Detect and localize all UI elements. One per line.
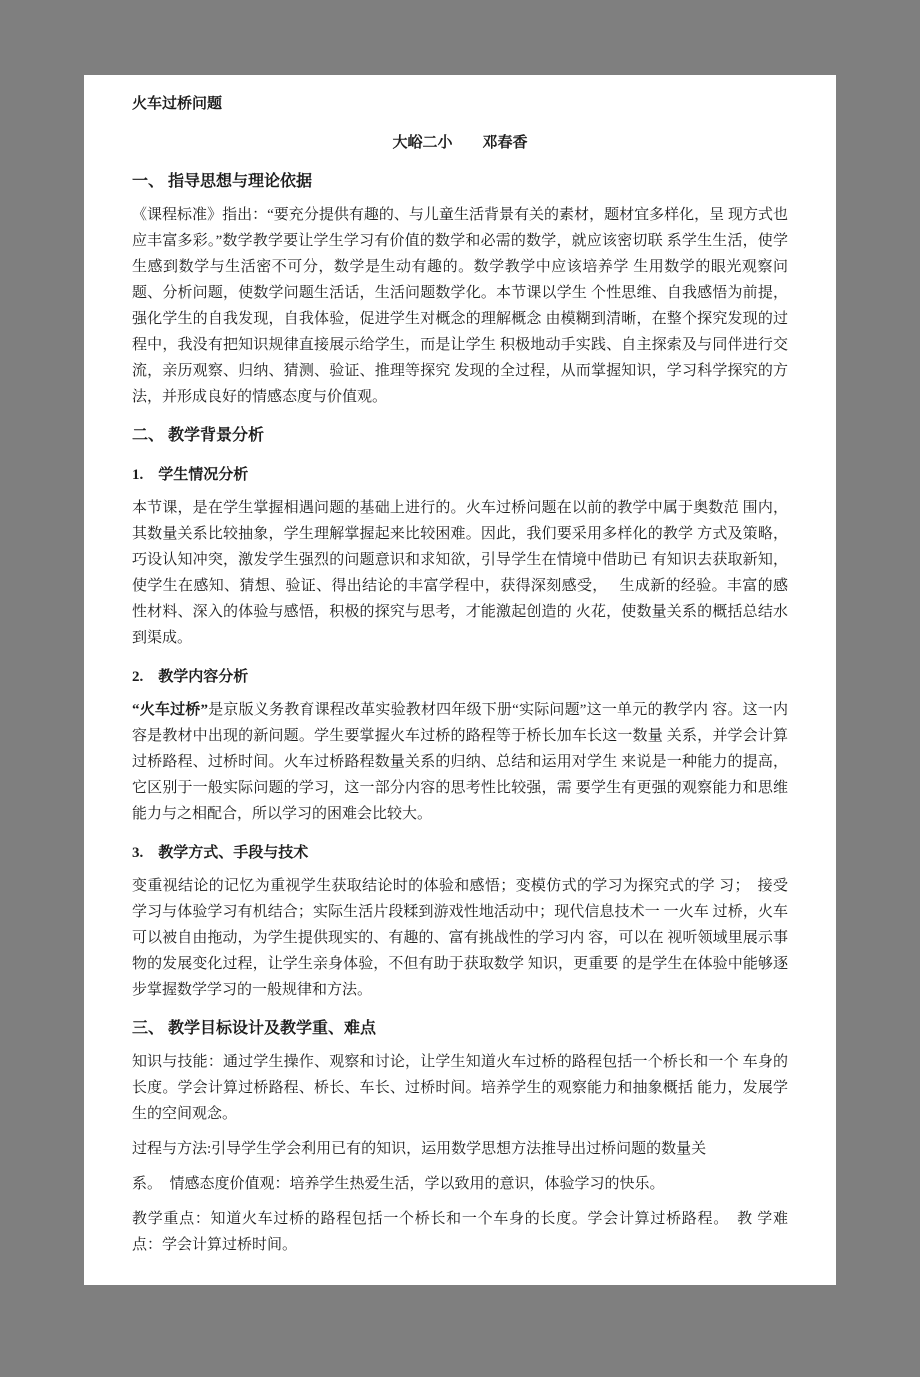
document-byline: 大峪二小 邓春香 — [392, 135, 528, 151]
section-1-heading: 一、 指导思想与理论依据 — [132, 173, 313, 190]
subsection-2-2-paragraph — [132, 697, 788, 827]
knowledge-skills-paragraph: 知识与技能：通过学生操作、观察和讨论，让学生知道火车过桥的路程包括一个桥长和一个 车身的长度。学会计算过桥路程、桥长、车长、过桥时间。培养学生的观察能力和抽象概括 能力，发展学生的空间观念。 — [132, 1054, 788, 1122]
subsection-2-2-paragraph-text: 是京版义务教育课程改革实验教材四年级下册“实际问题”这一单元的教学内 容。这一内容是教材中出现的新问题。学生要掌握火车过桥的路程等于桥长加车长这一数量 关系，并学会计算过桥路程、过桥时间。火车过桥路程数量关系的归纳、总结和运用对学生 来说是一种能力的提高，它区别于一般实际问题的学习，这一部分内容的思考性比较强，需 要学生有更强的观察能力和思维能力与之相配合，所以学习的困难会比较大。 — [132, 702, 788, 822]
section-3-heading: 三、 教学目标设计及教学重、难点 — [132, 1020, 377, 1037]
subsection-2-3-paragraph: 变重视结论的记忆为重视学生获取结论时的体验和感悟；变模仿式的学习为探究式的学 习； 接受学习与体验学习有机结合；实际生活片段糅到游戏性地活动中；现代信息技术一 一火车 过桥，火车可以被自由拖动，为学生提供现实的、有趣的、富有挑战性的学习内 容，可以在 视听领域里展示事物的发展变化过程，让学生亲身体验，不但有助于获取数学 知识，更重要 的是学生在体验中能够逐步掌握数学学习的一般规律和方法。 — [132, 878, 788, 998]
subsection-2-3-heading: 3. 教学方式、手段与技术 — [132, 845, 309, 861]
subsection-2-1-paragraph: 本节课，是在学生掌握相遇问题的基础上进行的。火车过桥问题在以前的教学中属于奥数范 围内，其数量关系比较抽象，学生理解掌握起来比较困难。因此，我们要采用多样化的教学 方式及策略，巧设认知冲突，激发学生强烈的问题意识和求知欲，引导学生在情境中借助已 有知识去获取新知，使学生在感知、猜想、验证、得出结论的丰富学程中，获得深刻感受， 生成新的经验。丰富的感性材料、深入的体验与感悟，积极的探究与思考，才能激起创造的 火花，使数量关系的概括总结水到渠成。 — [132, 500, 788, 646]
teaching-focus-difficulty-paragraph: 教学重点：知道火车过桥的路程包括一个桥长和一个车身的长度。学会计算过桥路程。 教 学难点：学会计算过桥时间。 — [132, 1211, 788, 1253]
document-title: 火车过桥问题 — [132, 96, 223, 112]
subsection-2-1-heading: 1. 学生情况分析 — [132, 467, 249, 483]
process-method-paragraph: 过程与方法:引导学生学会利用已有的知识，运用数学思想方法推导出过桥问题的数量关 — [132, 1141, 707, 1157]
section-1-paragraph: 《课程标准》指出：“要充分提供有趣的、与儿童生活背景有关的素材，题材宜多样化，呈 现方式也应丰富多彩。”数学教学要让学生学习有价值的数学和必需的数学，就应该密切联 系学生生活，使学生感到数学与生活密不可分，数学是生动有趣的。数学教学中应该培养学 生用数学的眼光观察问题、分析问题，使数学问题生活话，生活问题数学化。本节课以学生 个性思维、自我感悟为前提，强化学生的自我发现，自我体验，促进学生对概念的理解概念 由模糊到清晰，在整个探究发现的过程中，我没有把知识规律直接展示给学生，而是让学生 积极地动手实践、自主探索及与同伴进行交流，亲历观察、归纳、猜测、验证、推理等探究 发现的全过程，从而掌握知识，学习科学探究的方法，并形成良好的情感态度与价值观。 — [132, 207, 788, 405]
section-2-heading: 二、 教学背景分析 — [132, 427, 265, 444]
subsection-2-2-lead-bold: “火车过桥” — [132, 702, 208, 718]
document-page — [84, 75, 836, 1285]
emotion-attitude-paragraph: 系。 情感态度价值观：培养学生热爱生活，学以致用的意识，体验学习的快乐。 — [132, 1176, 665, 1192]
subsection-2-2-heading: 2. 教学内容分析 — [132, 669, 249, 685]
